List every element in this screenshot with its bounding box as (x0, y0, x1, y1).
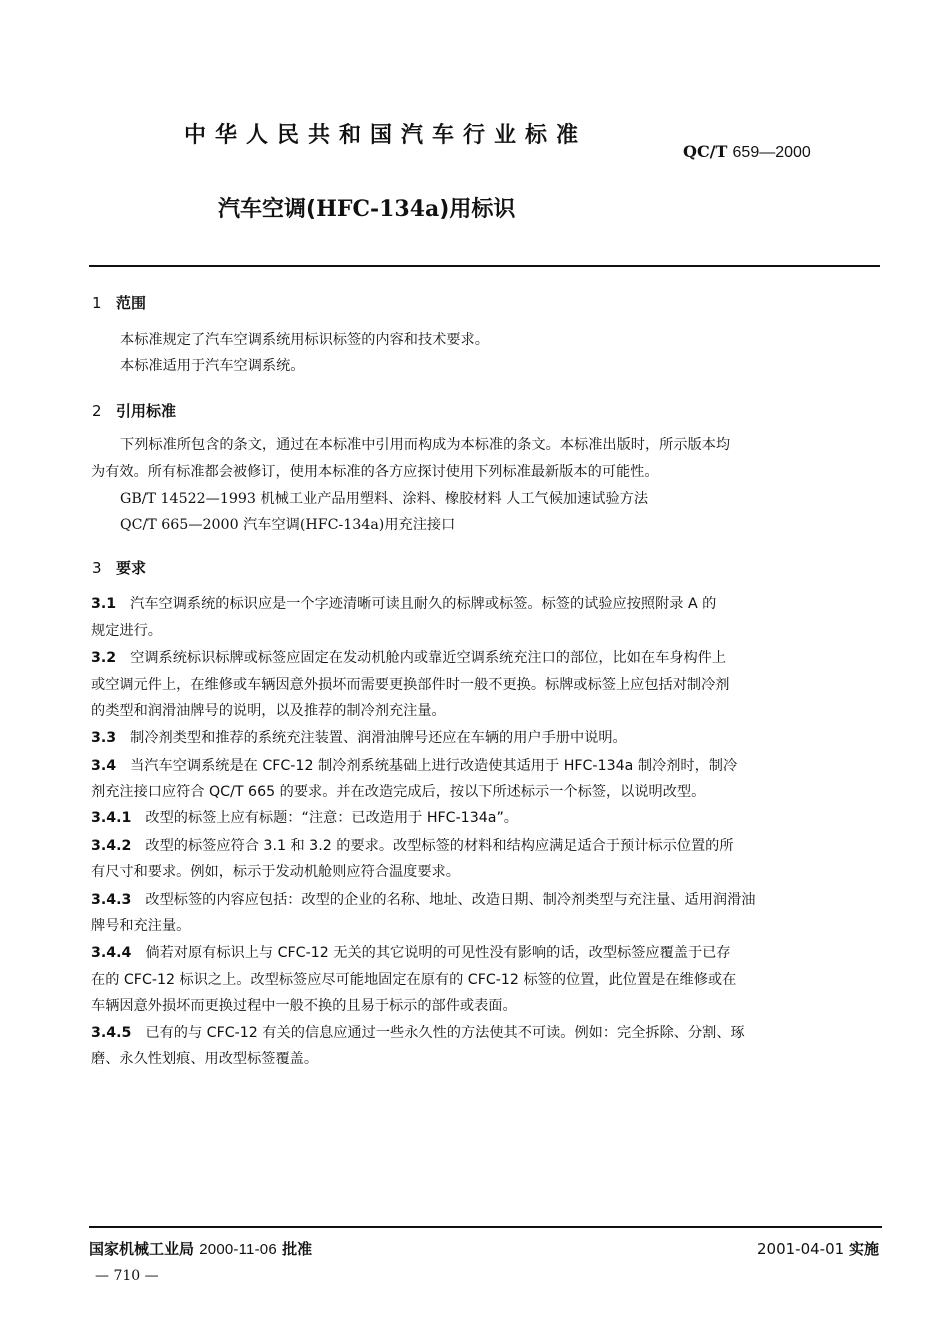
clause-3-4-2-line-1 (91, 836, 734, 856)
section-2-line-1: 下列标准所包含的条文，通过在本标准中引用而构成为本标准的条文。本标准出版时，所示版本均 (120, 437, 731, 453)
section-2-line-2: 为有效。所有标准都会被修订，使用本标准的各方应探讨使用下列标准最新版本的可能性。 (91, 464, 659, 480)
clause-number: 3.4.5 (91, 1025, 132, 1041)
reference-standard-2: QC/T 665—2000 汽车空调(HFC-134a)用充注接口 (120, 517, 456, 533)
document-title-part-a: 汽车空调( (218, 197, 317, 222)
clause-3-4-5-line-2: 磨、永久性划痕、用改型标签覆盖。 (91, 1051, 319, 1067)
section-2-heading (92, 400, 176, 421)
clause-text: 改型标签的内容应包括：改型的企业的名称、地址、改造日期、制冷剂类型与充注量、适用润滑油 (145, 892, 756, 908)
clause-text: 改型的标签应符合 3.1 和 3.2 的要求。改型标签的材料和结构应满足适合于预计标示位置的所 (145, 838, 734, 854)
clause-3-4-4-line-3: 车辆因意外损坏而更换过程中一般不换的且易于标示的部件或表面。 (91, 998, 517, 1014)
document-title (218, 192, 515, 223)
implementation-label: 实施 (848, 1240, 879, 1258)
section-3-heading (92, 557, 146, 578)
clause-number: 3.4.4 (91, 945, 132, 961)
section-number: 1 (92, 294, 102, 312)
clause-3-4-line-2: 剂充注接口应符合 QC/T 665 的要求。并在改造完成后，按以下所述标示一个标签，以说明改型。 (91, 784, 706, 800)
clause-text: 空调系统标识标牌或标签应固定在发动机舱内或靠近空调系统充注口的部位，比如在车身构件上 (130, 650, 727, 666)
section-number: 3 (92, 559, 102, 577)
clause-3-4-1-line-1 (91, 808, 518, 828)
clause-3-2-line-2: 或空调元件上，在维修或车辆因意外损坏而需要更换部件时一般不更换。标牌或标签上应包括对制冷剂 (91, 677, 730, 693)
approver: 国家机械工业局 (89, 1240, 195, 1258)
clause-3-4-line-1 (91, 756, 737, 776)
clause-3-3-line-1 (91, 728, 627, 748)
clause-3-4-2-line-2: 有尺寸和要求。例如，标示于发动机舱则应符合温度要求。 (91, 864, 460, 880)
clause-3-4-4-line-1 (91, 943, 731, 963)
approval-label: 批准 (282, 1240, 313, 1258)
clause-3-4-3-line-2: 牌号和充注量。 (91, 918, 191, 934)
standard-code (683, 142, 811, 162)
section-title: 范围 (116, 294, 147, 312)
implementation-date: 2001-04-01 (757, 1240, 845, 1258)
reference-standard-1: GB/T 14522—1993 机械工业产品用塑料、涂料、橡胶材料 人工气候加速试验方法 (120, 491, 649, 507)
clause-number: 3.4.3 (91, 892, 132, 908)
clause-3-1-line-1 (91, 594, 716, 614)
clause-text: 倘若对原有标识上与 CFC-12 无关的其它说明的可见性没有影响的话，改型标签应覆盖于已存 (145, 945, 731, 961)
clause-text: 已有的与 CFC-12 有关的信息应通过一些永久性的方法使其不可读。例如：完全拆除、分割、琢 (145, 1025, 745, 1041)
clause-3-1-line-2: 规定进行。 (91, 623, 162, 639)
standard-code-prefix: QC/T (683, 142, 728, 161)
section-number: 2 (92, 402, 102, 420)
clause-text: 制冷剂类型和推荐的系统充注装置、润滑油牌号还应在车辆的用户手册中说明。 (130, 730, 627, 746)
clause-3-4-4-line-2: 在的 CFC-12 标识之上。改型标签应尽可能地固定在原有的 CFC-12 标签的位置，此位置是在维修或在 (91, 972, 737, 988)
page-number: — 710 — (95, 1268, 159, 1284)
approval-info (89, 1238, 312, 1259)
section-title: 引用标准 (116, 402, 177, 420)
document-title-part-c: )用标识 (439, 197, 516, 222)
clause-3-2-line-1 (91, 648, 726, 668)
section-1-line-1: 本标准规定了汽车空调系统用标识标签的内容和技术要求。 (120, 332, 489, 348)
implementation-info (757, 1238, 879, 1259)
clause-number: 3.4.2 (91, 838, 132, 854)
clause-3-4-3-line-1 (91, 890, 755, 910)
clause-number: 3.2 (91, 650, 117, 666)
header-divider (89, 265, 880, 267)
clause-number: 3.3 (91, 730, 117, 746)
section-title: 要求 (116, 559, 147, 577)
document-title-refrigerant: HFC-134a (316, 196, 440, 222)
clause-text: 汽车空调系统的标识应是一个字迹清晰可读且耐久的标牌或标签。标签的试验应按照附录 A 的 (130, 596, 717, 612)
clause-number: 3.4.1 (91, 810, 132, 826)
clause-number: 3.4 (91, 758, 117, 774)
clause-number: 3.1 (91, 596, 117, 612)
clause-text: 当汽车空调系统是在 CFC-12 制冷剂系统基础上进行改造使其适用于 HFC-134a 制冷剂时，制冷 (130, 758, 738, 774)
standard-category-title: 中华人民共和国汽车行业标准 (184, 123, 588, 148)
clause-3-4-5-line-1 (91, 1023, 745, 1043)
clause-text: 改型的标签上应有标题：“注意：已改造用于 HFC-134a”。 (145, 810, 518, 826)
clause-3-2-line-3: 的类型和润滑油牌号的说明，以及推荐的制冷剂充注量。 (91, 703, 446, 719)
section-1-line-2: 本标准适用于汽车空调系统。 (120, 358, 305, 374)
section-1-heading (92, 292, 146, 313)
footer-divider (89, 1226, 882, 1228)
approval-date: 2000-11-06 (199, 1241, 277, 1258)
standard-code-number: 659—2000 (732, 144, 811, 161)
